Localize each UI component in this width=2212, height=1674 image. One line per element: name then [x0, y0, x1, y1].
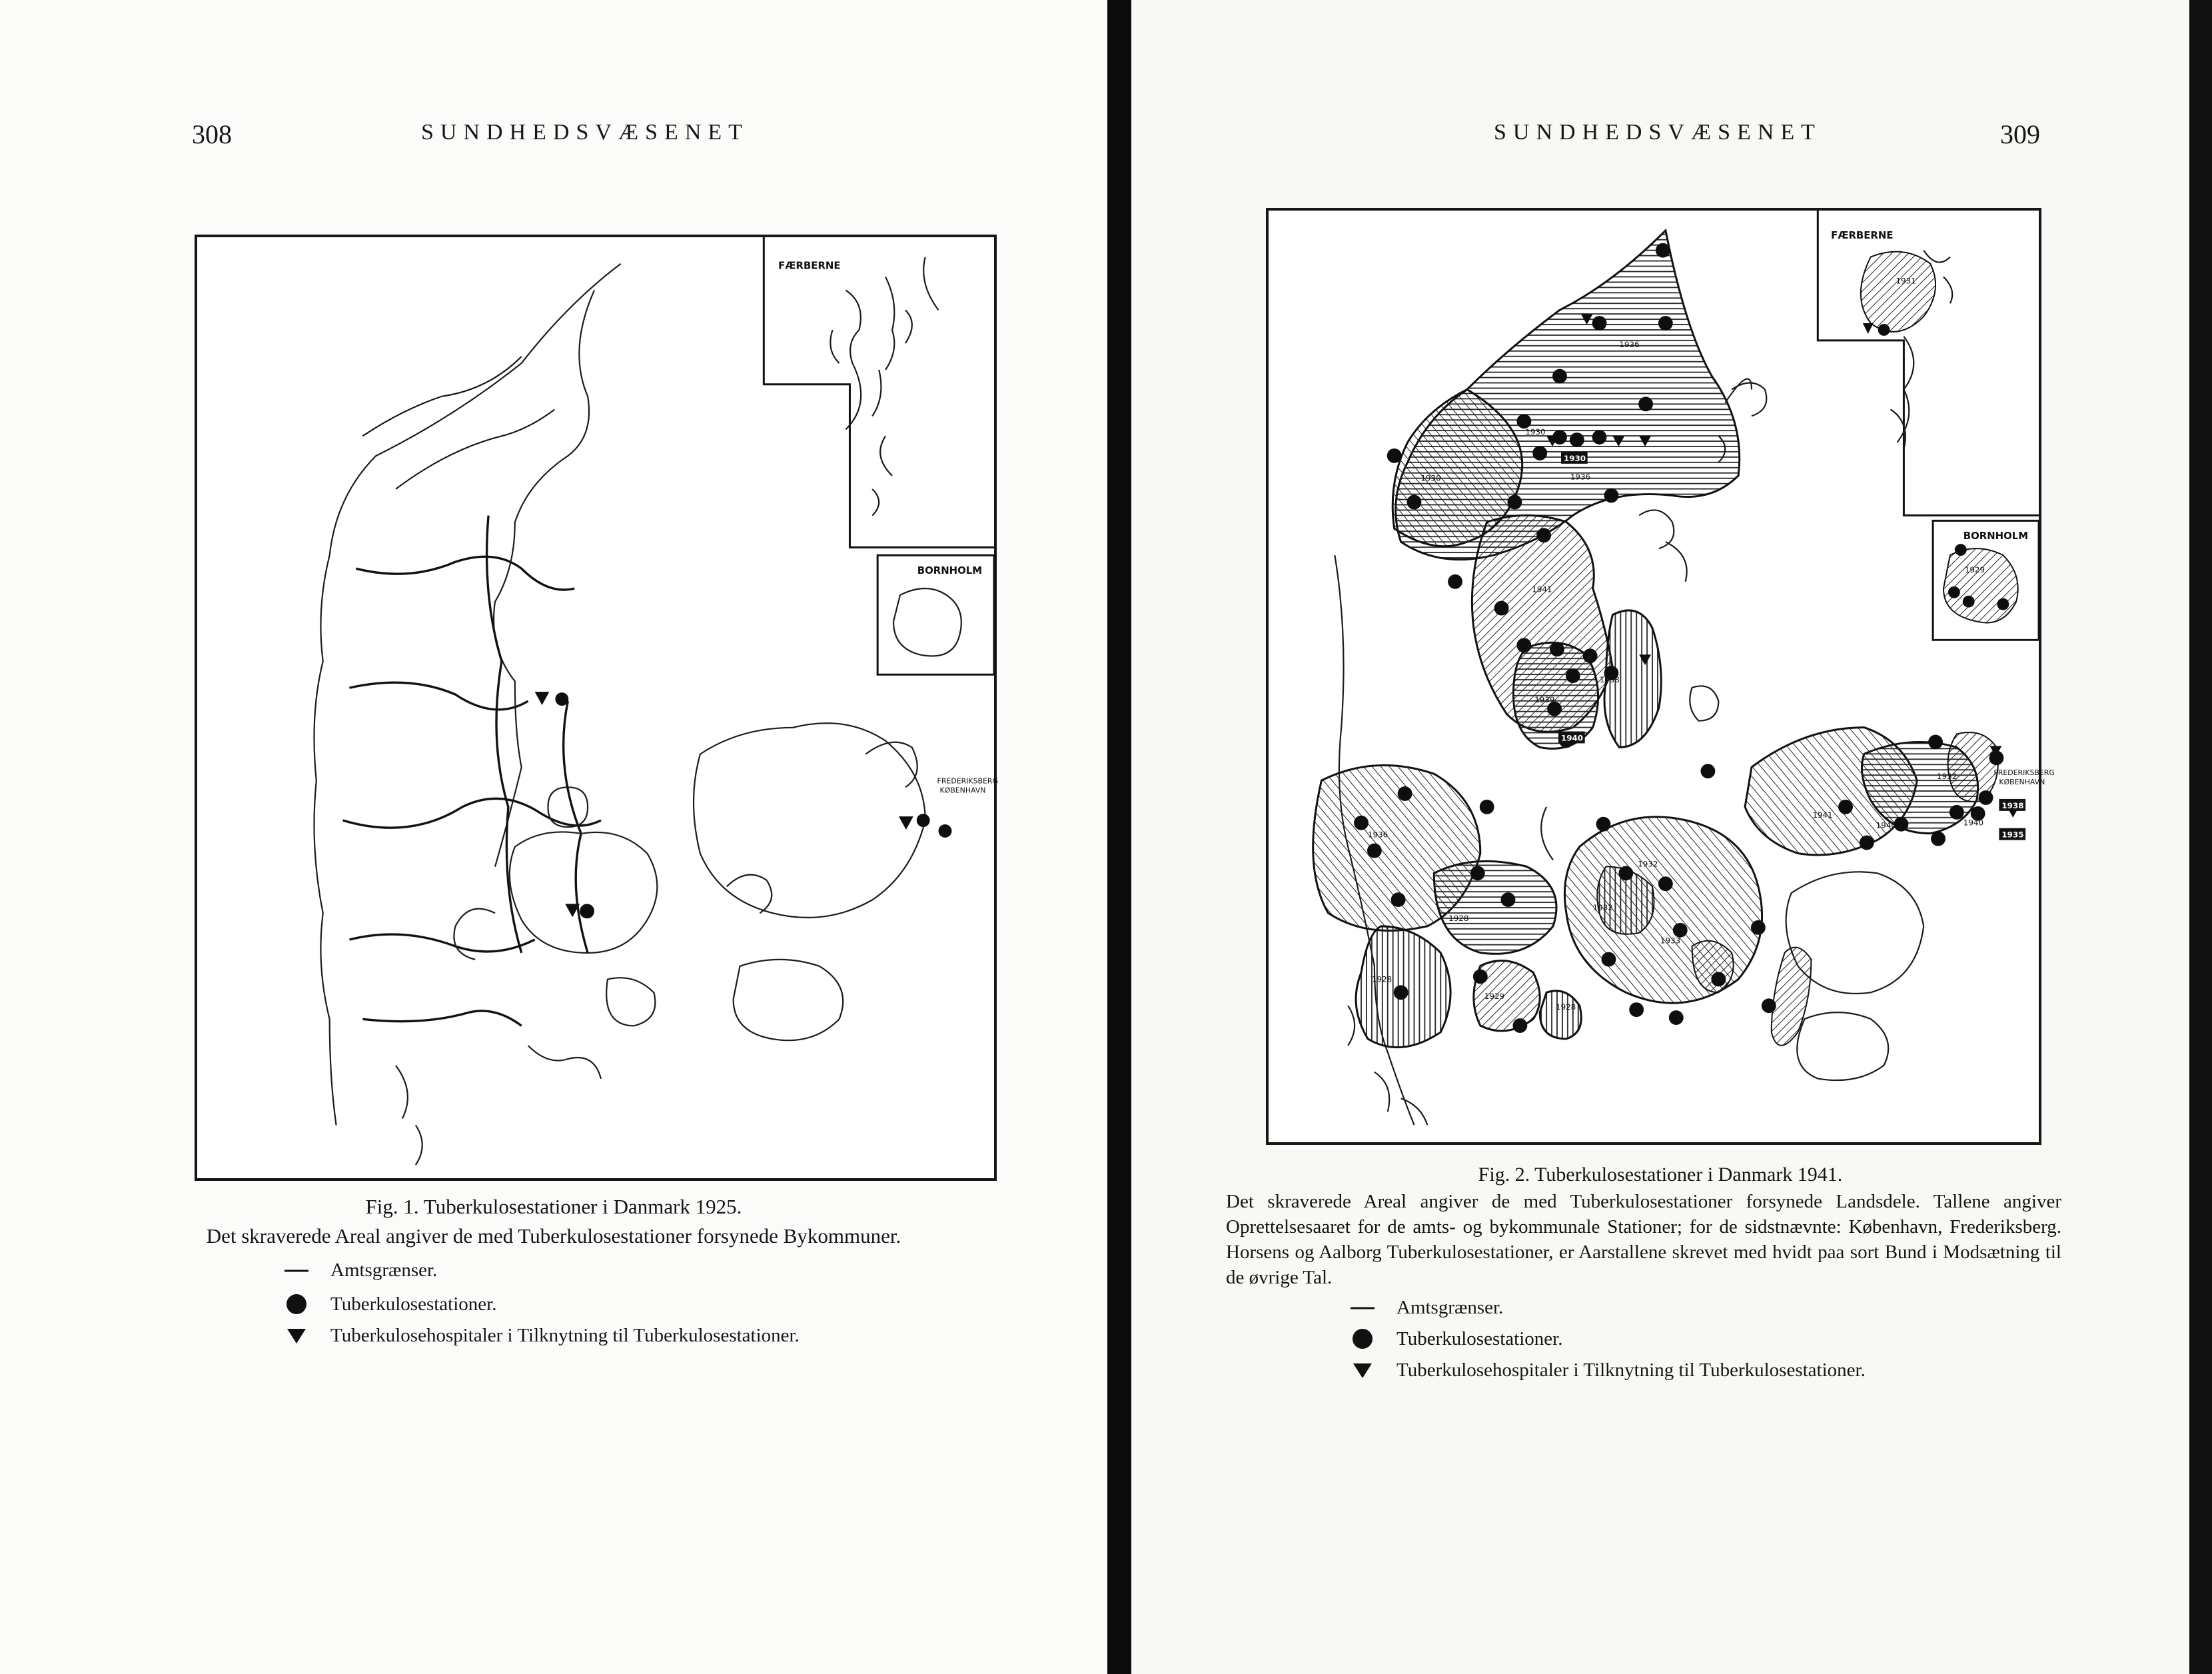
svg-text:1938: 1938: [2001, 800, 2024, 810]
city-label-kobenhavn: KØBENHAVN: [939, 786, 986, 795]
map-drawing: [1269, 211, 2055, 1142]
legend-label: Tuberkulosestationer.: [330, 1293, 497, 1315]
svg-text:1935: 1935: [2001, 830, 2024, 840]
svg-text:1929: 1929: [1484, 992, 1505, 1002]
figure-caption-body: Det skraverede Areal angiver de med Tuberkulosestationer forsynede Landsdele. Tallene angiver Oprettelsesaaret for de amts- og bykommunale Stationer; for de sidstnævnte: København, Frederiksberg. Horsens og Aalborg Tuberkulosestationer, er Aarstallene skrevet med hvidt paa sort Bund i Modsætning til de øvrige Tal.: [1226, 1191, 2061, 1288]
svg-text:1929: 1929: [1964, 564, 1985, 574]
svg-text:1928: 1928: [1371, 974, 1392, 984]
city-label-frederiksberg: FREDERIKSBERG: [937, 776, 998, 786]
svg-text:1933: 1933: [1660, 936, 1681, 946]
svg-text:1930: 1930: [1525, 427, 1546, 437]
svg-text:1941: 1941: [1812, 810, 1833, 820]
map-denmark-1925: [195, 235, 997, 1181]
city-label-kobenhavn: KØBENHAVN: [1999, 778, 2045, 787]
legend-label: Amtsgrænser.: [330, 1259, 438, 1281]
map-drawing: [197, 237, 998, 1178]
bornholm-inset-label: BORNHOLM: [917, 564, 983, 577]
svg-text:1940: 1940: [1560, 733, 1584, 743]
running-head: SUNDHEDSVÆSENET: [1494, 120, 1822, 145]
svg-text:1936: 1936: [1367, 830, 1388, 840]
svg-text:1940: 1940: [1963, 818, 1984, 828]
circle-symbol-icon: [280, 1293, 313, 1315]
figure-caption-2: Det skraverede Areal angiver de med Tuberkulosestationer forsynede Bykommuner.: [206, 1224, 901, 1248]
map-denmark-1941: [1266, 208, 2055, 1145]
line-symbol-icon: [1346, 1305, 1379, 1311]
faroe-inset-label: FÆRBERNE: [778, 259, 841, 272]
station-marker: [939, 824, 952, 838]
station-marker: [917, 814, 930, 827]
svg-text:1938: 1938: [1599, 674, 1620, 684]
legend-row-station: [280, 1293, 496, 1315]
faroe-inset-label: FÆRBERNE: [1831, 229, 1894, 241]
bornholm-inset-label: BORNHOLM: [1963, 530, 2029, 542]
svg-text:1930: 1930: [1563, 453, 1586, 463]
legend-row-county-border: [280, 1259, 437, 1281]
page-number: 309: [2000, 119, 2040, 149]
circle-symbol-icon: [1346, 1327, 1379, 1350]
right-page: [1131, 0, 2189, 1674]
legend-row-hospital: [1346, 1359, 1866, 1381]
book-edge: [2189, 0, 2212, 1674]
hospital-marker: [899, 816, 913, 830]
figure-caption-1: Fig. 1. Tuberkulosestationer i Danmark 1925.: [365, 1195, 742, 1218]
svg-text:1932: 1932: [1937, 772, 1957, 782]
page-number: 308: [192, 119, 232, 149]
legend-row-hospital: [280, 1325, 800, 1347]
legend-label: Tuberkulosehospitaler i Tilknytning til Tuberkulosestationer.: [330, 1325, 800, 1346]
city-label-frederiksberg: FREDERIKSBERG: [1993, 768, 2055, 778]
svg-text:1928: 1928: [1556, 1002, 1576, 1012]
triangle-symbol-icon: [280, 1327, 313, 1345]
hospital-marker: [535, 692, 550, 705]
line-symbol-icon: [280, 1267, 313, 1274]
figure-caption-title: Fig. 2. Tuberkulosestationer i Danmark 1941.: [1478, 1164, 1843, 1186]
svg-text:1936: 1936: [1570, 472, 1591, 482]
svg-text:1941: 1941: [1532, 584, 1552, 594]
triangle-symbol-icon: [1346, 1362, 1379, 1379]
running-head: SUNDHEDSVÆSENET: [421, 120, 749, 145]
legend-label: Tuberkulosestationer.: [1396, 1327, 1563, 1349]
legend-row-station: [1346, 1327, 1562, 1350]
svg-text:1932: 1932: [1638, 859, 1658, 869]
station-marker: [580, 904, 594, 918]
svg-text:1930: 1930: [1420, 473, 1441, 483]
legend-row-county-border: [1346, 1297, 1503, 1319]
svg-text:1931: 1931: [1896, 276, 1916, 286]
svg-text:1936: 1936: [1619, 339, 1640, 349]
legend-label: Tuberkulosehospitaler i Tilknytning til Tuberkulosestationer.: [1396, 1359, 1866, 1381]
svg-text:1932: 1932: [1592, 902, 1613, 912]
svg-text:1940: 1940: [1876, 820, 1896, 830]
station-marker: [555, 692, 568, 706]
svg-text:1939: 1939: [1534, 694, 1555, 704]
legend-label: Amtsgrænser.: [1396, 1297, 1504, 1318]
svg-text:1928: 1928: [1448, 913, 1469, 923]
